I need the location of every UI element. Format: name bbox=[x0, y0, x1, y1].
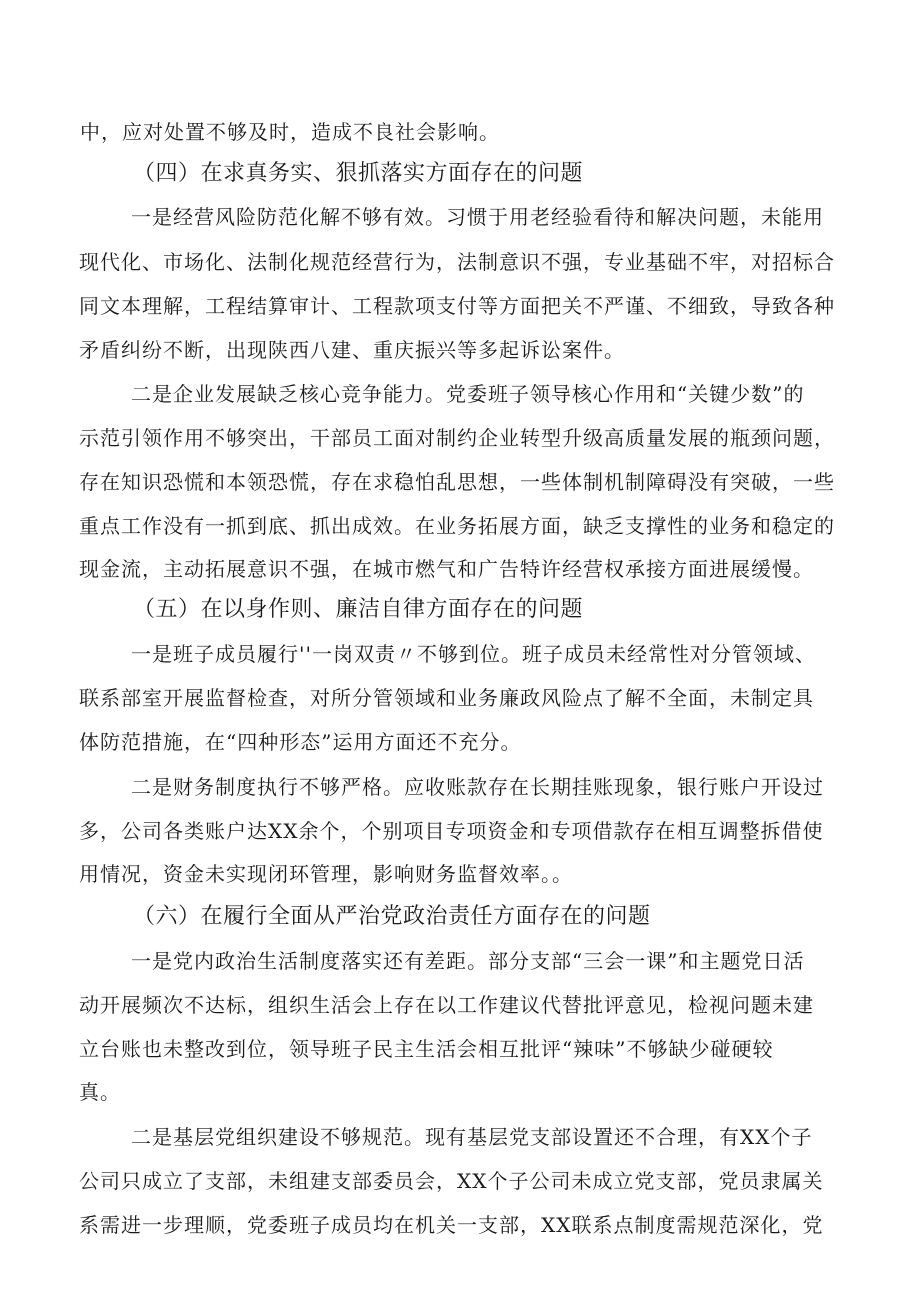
paragraph-line: 动开展频次不达标，组织生活会上存在以工作建议代替批评意见，检视问题未建 bbox=[79, 993, 814, 1017]
paragraph-line: 二是企业发展缺乏核心竞争能力。党委班子领导核心作用和“关键少数”的 bbox=[131, 382, 805, 406]
paragraph-line: 公司只成立了支部，未组建支部委员会，XX个子公司未成立党支部，党员隶属关 bbox=[79, 1169, 824, 1193]
paragraph-line: 立台账也未整改到位，领导班子民主生活会相互批评“辣味”不够缺少碰硬较 bbox=[79, 1037, 774, 1061]
paragraph-line: 一是经营风险防范化解不够有效。习惯于用老经验看待和解决问题，未能用 bbox=[131, 205, 824, 229]
paragraph-line: 用情况，资金未实现闭环管理，影响财务监督效率。。 bbox=[79, 862, 573, 886]
body-line: 中，应对处置不够及时，造成不良社会影响。 bbox=[80, 120, 500, 144]
paragraph-line: 现金流，主动拓展意识不强，在城市燃气和广告特许经营权承接方面进展缓慢。 bbox=[79, 557, 814, 581]
paragraph-line: 二是基层党组织建设不够规范。现有基层党支部设置还不合理，有XX个子 bbox=[131, 1125, 813, 1149]
paragraph-line: 联系部室开展监督检查，对所分管领域和业务廉政风险点了解不全面，未制定具 bbox=[79, 686, 814, 710]
paragraph-line: 存在知识恐慌和本领恐慌，存在求稳怕乱思想，一些体制机制障碍没有突破，一些 bbox=[79, 470, 835, 494]
paragraph-line: 系需进一步理顺，党委班子成员均在机关一支部，XX联系点制度需规范深化，党 bbox=[79, 1213, 824, 1237]
paragraph-line: 一是党内政治生活制度落实还有差距。部分支部“三会一课”和主题党日活 bbox=[131, 949, 805, 973]
section-heading-6: （六）在履行全面从严治党政治责任方面存在的问题 bbox=[133, 904, 651, 929]
section-heading-5: （五）在以身作则、廉洁自律方面存在的问题 bbox=[133, 597, 584, 622]
section-heading-4: （四）在求真务实、狠抓落实方面存在的问题 bbox=[133, 161, 584, 186]
paragraph-line: 示范引领作用不够突出，干部员工面对制约企业转型升级高质量发展的瓶颈问题， bbox=[79, 426, 835, 450]
paragraph-line: 一是班子成员履行''一岗双责〃不够到位。班子成员未经常性对分管领域、 bbox=[131, 642, 816, 666]
paragraph-line: 多，公司各类账户达XX余个，个别项目专项资金和专项借款存在相互调整拆借使 bbox=[79, 819, 824, 843]
paragraph-line: 二是财务制度执行不够严格。应收账款存在长期挂账现象，银行账户开设过 bbox=[131, 775, 824, 799]
paragraph-line: 现代化、市场化、法制化规范经营行为，法制意识不强，专业基础不牢，对招标合 bbox=[79, 250, 835, 274]
paragraph-line: 同文本理解，工程结算审计、工程款项支付等方面把关不严谨、不细致，导致各种 bbox=[79, 294, 835, 318]
paragraph-line: 矛盾纠纷不断，出现陕西八建、重庆振兴等多起诉讼案件。 bbox=[79, 338, 625, 362]
paragraph-line: 体防范措施，在“四种形态”运用方面还不充分。 bbox=[79, 730, 522, 754]
paragraph-line: 重点工作没有一抓到底、抓出成效。在业务拓展方面，缺乏支撑性的业务和稳定的 bbox=[79, 514, 835, 538]
paragraph-line: 真。 bbox=[79, 1080, 121, 1104]
